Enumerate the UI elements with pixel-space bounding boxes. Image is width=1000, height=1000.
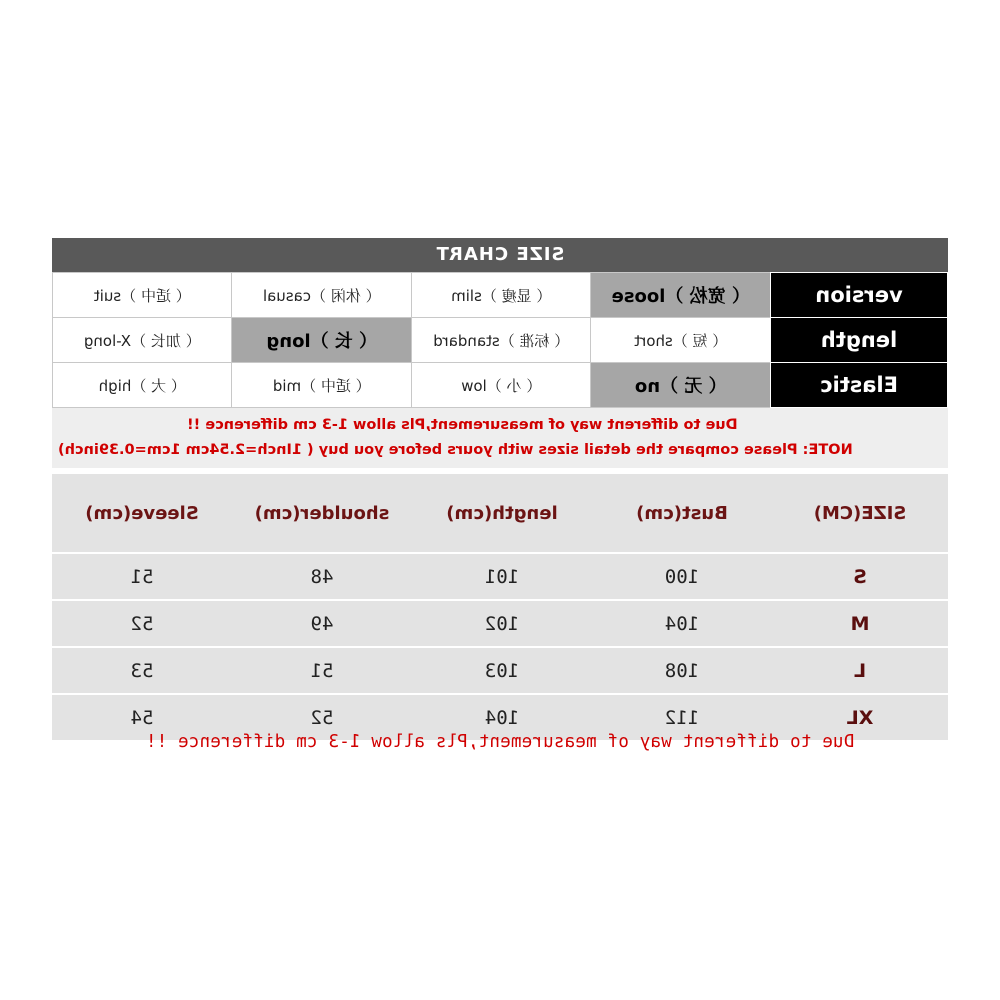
measurement-cell: 104 [592, 600, 772, 647]
attribute-option: （ 短 ）short [591, 318, 771, 363]
attribute-label: version [771, 273, 948, 318]
attribute-option-selected: （ 无 ）no [591, 363, 771, 408]
size-table-row [52, 647, 948, 694]
size-chart-title [52, 238, 948, 272]
size-table-row [52, 600, 948, 647]
size-label-cell: L [772, 647, 948, 694]
measurement-cell: 53 [52, 647, 232, 694]
size-table-header: shoulder(cm) [232, 474, 412, 553]
size-table-row [52, 553, 948, 600]
attribute-option-selected: （ 长 ）long [232, 318, 412, 363]
attribute-option: （ 标准 ）standard [412, 318, 592, 363]
measurement-cell: 101 [412, 553, 592, 600]
measurement-cell: 102 [412, 600, 592, 647]
measurement-cell: 48 [232, 553, 412, 600]
measurement-cell: 52 [232, 694, 412, 741]
compare-sizes-note: NOTE: Please compare the detail sizes with yours before you buy ( 1Inch=2.54cm 1cm=0.39inch) [58, 442, 853, 458]
attribute-option: （ 加长 ）X-long [53, 318, 233, 363]
attribute-row [53, 363, 948, 408]
attribute-table [52, 272, 948, 408]
size-label-cell: M [772, 600, 948, 647]
measurement-cell: 51 [52, 553, 232, 600]
bottom-difference-note: Due to different way of measurement,Pls allow 1-3 cm difference !! [145, 732, 855, 752]
measurement-note-box [52, 408, 948, 468]
measurement-cell: 103 [412, 647, 592, 694]
attribute-option: （ 休闲 ）casual [232, 273, 412, 318]
size-table-header: Sleeve(cm) [52, 474, 232, 553]
size-table-header: length(cm) [412, 474, 592, 553]
measurement-cell: 54 [52, 694, 232, 741]
attribute-option: （ 适中 ）suit [53, 273, 233, 318]
attribute-option: （ 小 ）low [412, 363, 592, 408]
attribute-label: Elastic [771, 363, 948, 408]
measurement-cell: 52 [52, 600, 232, 647]
attribute-row [53, 273, 948, 318]
size-table [52, 474, 948, 742]
size-chart-title-text: SIZE CHART [435, 244, 565, 265]
measurement-cell: 108 [592, 647, 772, 694]
measurement-cell: 112 [592, 694, 772, 741]
size-table-header: SIZE(CM) [772, 474, 948, 553]
measurement-cell: 51 [232, 647, 412, 694]
attribute-option: （ 大 ）high [53, 363, 233, 408]
measurement-cell: 49 [232, 600, 412, 647]
attribute-option: （ 适中 ）mid [232, 363, 412, 408]
size-label-cell: S [772, 553, 948, 600]
size-table-header: Bust(cm) [592, 474, 772, 553]
attribute-option: （ 显瘦 ）slim [412, 273, 592, 318]
measurement-cell: 100 [592, 553, 772, 600]
attribute-label: length [771, 318, 948, 363]
measurement-difference-note: Due to different way of measurement,Pls allow 1-3 cm difference !! [187, 417, 738, 433]
attribute-row [53, 318, 948, 363]
size-label-cell: XL [772, 694, 948, 741]
attribute-option-selected: （ 宽松 ）loose [591, 273, 771, 318]
measurement-cell: 104 [412, 694, 592, 741]
